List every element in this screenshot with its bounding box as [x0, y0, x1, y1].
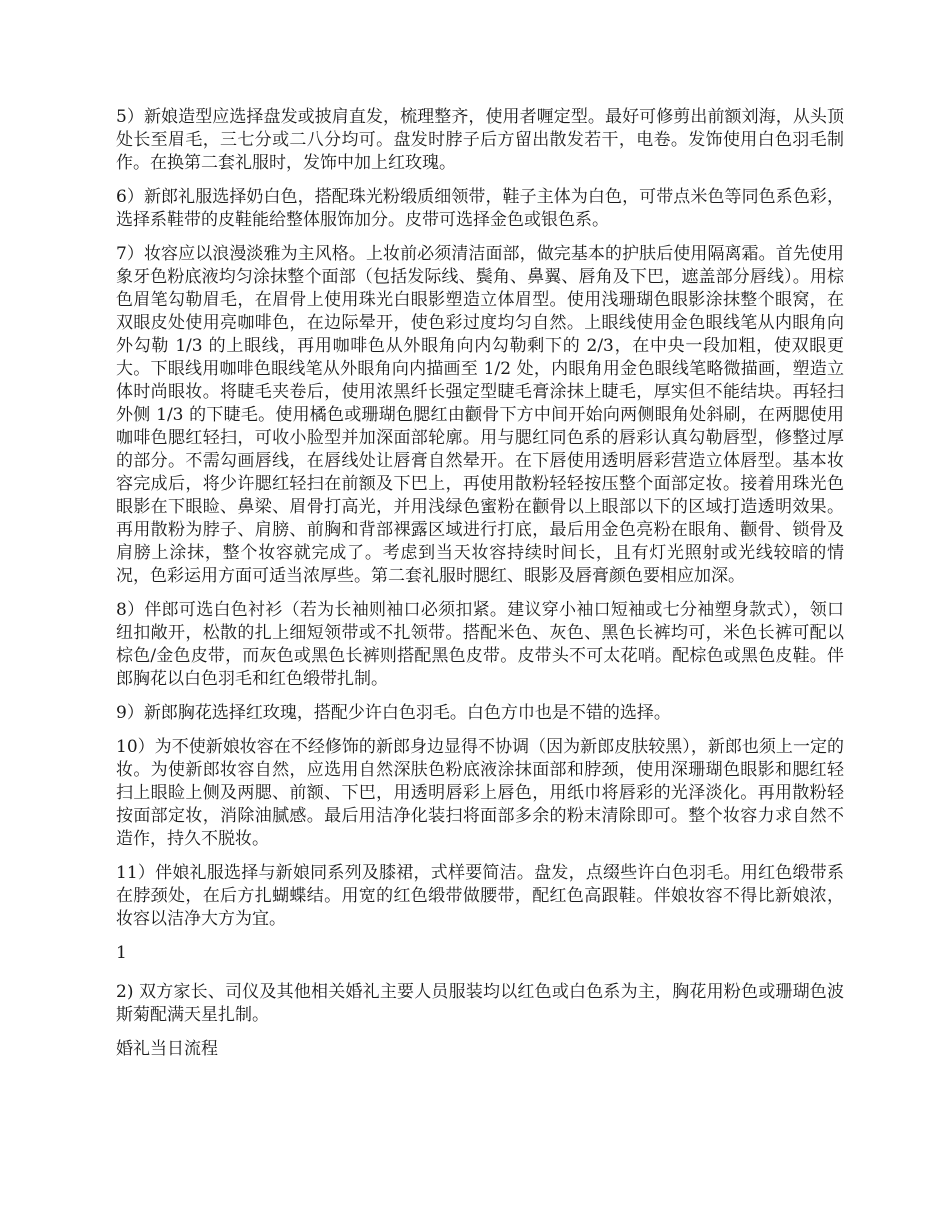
paragraph-bridesmaid-attire: 11）伴娘礼服选择与新娘同系列及膝裙，式样要简洁。盘发，点缀些许白色羽毛。用红色缎带系在脖颈处，在后方扎蝴蝶结。用宽的红色缎带做腰带，配红色高跟鞋。伴娘妆容不得比新娘浓，妆容以洁净大方为宜。 [116, 863, 844, 929]
paragraph-groom-attire: 6）新郎礼服选择奶白色，搭配珠光粉缎质细领带，鞋子主体为白色，可带点米色等同色系色彩，选择系鞋带的皮鞋能给整体服饰加分。皮带可选择金色或银色系。 [116, 187, 844, 230]
page-number: 1 [116, 943, 127, 963]
paragraph-groom-makeup: 10）为不使新娘妆容在不经修饰的新郎身边显得不协调（因为新郎皮肤较黑），新郎也须上一定的妆。为使新郎妆容自然，应选用自然深肤色粉底液涂抹面部和脖颈，使用深珊瑚色眼影和腮红轻扫上眼睑上侧及两腮、前额、下巴，用透明唇彩上唇色，用纸巾将唇彩的光泽淡化。再用散粉轻按面部定妆，消除油腻感。最后用洁净化装扫将面部多余的粉末清除即可。整个妆容力求自然不造作，持久不脱妆。 [116, 737, 844, 849]
paragraph-bride-hairstyle: 5）新娘造型应选择盘发或披肩直发，梳理整齐，使用者喱定型。最好可修剪出前额刘海，从头顶处长至眉毛，三七分或二八分均可。盘发时脖子后方留出散发若干，电卷。发饰使用白色羽毛制作。在换第二套礼服时，发饰中加上红玫瑰。 [116, 107, 844, 173]
document-page [116, 106, 844, 1077]
section-heading-wedding-day-schedule: 婚礼当日流程 [116, 1039, 218, 1059]
paragraph-groom-boutonniere: 9）新郎胸花选择红玫瑰，搭配少许白色羽毛。白色方巾也是不错的选择。 [116, 703, 671, 723]
paragraph-groomsman-attire: 8）伴郎可选白色衬衫（若为长袖则袖口必须扣紧。建议穿小袖口短袖或七分袖塑身款式），领口纽扣敞开，松散的扎上细短领带或不扎领带。搭配米色、灰色、黑色长裤均可，米色长裤可配以棕色/金色皮带，而灰色或黑色长裤则搭配黑色皮带。皮带头不可太花哨。配棕色或黑色皮鞋。伴郎胸花以白色羽毛和红色缎带扎制。 [116, 600, 844, 689]
paragraph-family-attire: 2) 双方家长、司仪及其他相关婚礼主要人员服装均以红色或白色系为主，胸花用粉色或珊瑚色波斯菊配满天星扎制。 [116, 982, 844, 1025]
paragraph-bride-makeup: 7）妆容应以浪漫淡雅为主风格。上妆前必须清洁面部，做完基本的护肤后使用隔离霜。首先使用象牙色粉底液均匀涂抹整个面部（包括发际线、鬓角、鼻翼、唇角及下巴，遮盖部分唇线）。用棕色眉笔勾勒眉毛，在眉骨上使用珠光白眼影塑造立体眉型。使用浅珊瑚色眼影涂抹整个眼窝，在双眼皮处使用亮咖啡色，在边际晕开，使色彩过度均匀自然。上眼线使用金色眼线笔从内眼角向外勾勒 1/3 的上眼线，再用咖啡色从外眼角向内勾勒剩下的 2/3，在中央一段加粗，使双眼更大。下眼线用咖啡色眼线笔从外眼角向内描画至 1/2 处，内眼角用金色眼线笔略微描画，塑造立体时尚眼妆。将睫毛夹卷后，使用浓黑纤长强定型睫毛膏涂抹上睫毛，厚实但不能结块。再轻扫外侧 1/3 的下睫毛。使用橘色或珊瑚色腮红由颧骨下方中间开始向两侧眼角处斜刷，在两腮使用咖啡色腮红轻扫，可收小脸型并加深面部轮廓。用与腮红同色系的唇彩认真勾勒唇型，修整过厚的部分。不需勾画唇线，在唇线处让唇膏自然晕开。在下唇使用透明唇彩营造立体唇型。基本妆容完成后，将少许腮红轻扫在前额及下巴上，再使用散粉轻轻按压整个面部定妆。接着用珠光色眼影在下眼睑、鼻梁、眉骨打高光，并用浅绿色蜜粉在颧骨以上眼部以下的区域打造透明效果。再用散粉为脖子、肩膀、前胸和背部裸露区域进行打底，最后用金色亮粉在眼角、颧骨、锁骨及肩膀上涂抹，整个妆容就完成了。考虑到当天妆容持续时间长，且有灯光照射或光线较暗的情况，色彩运用方面可适当浓厚些。第二套礼服时腮红、眼影及唇膏颜色要相应加深。 [116, 244, 844, 586]
